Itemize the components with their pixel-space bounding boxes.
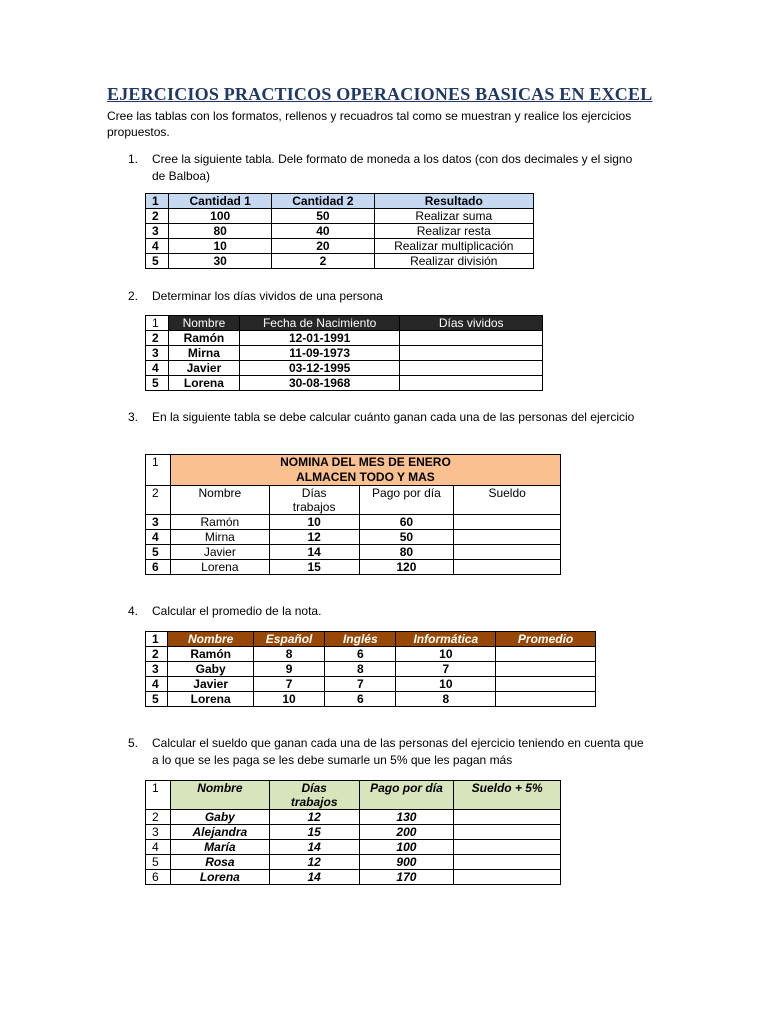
payroll-title-line-1: NOMINA DEL MES DE ENERO [280,455,451,469]
cell: 170 [359,870,454,885]
cell: 9 [253,662,324,677]
cell: 6 [325,647,396,662]
row-index: 3 [146,346,169,361]
cell: 900 [359,855,454,870]
payroll-title [170,455,560,486]
row-index: 4 [146,840,171,855]
cell: 130 [359,810,454,825]
cell: Lorena [170,870,269,885]
cell: Mirna [170,530,269,545]
cell [400,376,543,391]
cell: 7 [325,677,396,692]
cell: 40 [272,224,374,239]
cell: 80 [359,545,454,560]
cell: 120 [359,560,454,575]
table-row [146,346,543,361]
intro-text: Cree las tablas con los formatos, rellenos y recuadros tal como se muestran y realice los ejercicios propuestos. [107,109,632,139]
table-row [146,677,596,692]
column-header: Nombre [170,486,269,515]
row-index: 6 [146,870,171,885]
table-row [146,840,561,855]
cell: Javier [168,677,254,692]
row-index: 2 [146,810,171,825]
question-2 [128,288,648,305]
cell: Ramón [168,331,239,346]
table-row [146,254,534,269]
column-header [269,781,359,810]
cell: 100 [169,209,272,224]
cell: 7 [253,677,324,692]
cell: Gaby [170,810,269,825]
table-row [146,209,534,224]
cell: 12 [269,810,359,825]
question-number: 1. [128,152,139,166]
question-text: Calcular el promedio de la nota. [152,604,322,618]
table-row [146,224,534,239]
cell: 8 [325,662,396,677]
cell: 10 [253,692,324,707]
table-row [146,662,596,677]
cell: Realizar multiplicación [374,239,533,254]
column-header: Nombre [168,632,254,647]
column-header: Español [253,632,324,647]
cell: Javier [168,361,239,376]
cell: 12-01-1991 [239,331,400,346]
row-index: 1 [146,632,168,647]
cell: 10 [396,677,496,692]
cell: 15 [269,560,359,575]
table-row [146,647,596,662]
cell: 60 [359,515,454,530]
table-row [146,331,543,346]
row-index: 5 [146,545,171,560]
cell: 14 [269,840,359,855]
column-header: Promedio [496,632,596,647]
cell [454,855,561,870]
cell: Mirna [168,346,239,361]
column-header: Fecha de Nacimiento [239,316,400,331]
cell: Javier [170,545,269,560]
cell: 2 [272,254,374,269]
table-row [146,855,561,870]
table-row [146,810,561,825]
cell [496,647,596,662]
cell: 03-12-1995 [239,361,400,376]
cell [400,361,543,376]
row-index: 3 [146,515,171,530]
header-line: Días [301,781,327,795]
cell [454,825,561,840]
table-grades [145,631,596,707]
table-payroll [145,454,561,575]
cell: Ramón [170,515,269,530]
question-text: Determinar los días vividos de una persona [152,289,383,303]
table-row [146,361,543,376]
column-header: Nombre [170,781,269,810]
column-header: Informática [396,632,496,647]
column-header: Nombre [168,316,239,331]
table-salary-plus-5 [145,780,561,885]
table-row [146,239,534,254]
question-number: 2. [128,289,139,303]
document-title: EJERCICIOS PRACTICOS OPERACIONES BASICAS EN EXCEL [107,84,653,104]
question-5 [128,735,648,769]
cell: 100 [359,840,454,855]
cell: 6 [325,692,396,707]
row-index: 5 [146,376,169,391]
cell: 50 [272,209,374,224]
question-number: 5. [128,736,139,750]
cell: 8 [396,692,496,707]
cell: María [170,840,269,855]
cell [496,677,596,692]
row-index: 2 [146,486,171,515]
row-index: 5 [146,855,171,870]
row-index: 4 [146,239,169,254]
cell: 80 [169,224,272,239]
table-row [146,376,543,391]
row-index: 5 [146,692,168,707]
cell: 20 [272,239,374,254]
cell: 14 [269,545,359,560]
question-text: Calcular el sueldo que ganan cada una de las personas del ejercicio teniendo en cuenta que a lo que se les paga se les debe sumarle un 5% que les pagan más [152,736,644,767]
row-index: 3 [146,662,168,677]
column-header: Sueldo + 5% [454,781,561,810]
cell: 30-08-1968 [239,376,400,391]
cell: 10 [269,515,359,530]
question-text: En la siguiente tabla se debe calcular cuánto ganan cada una de las personas del ejercicio [152,410,635,424]
question-text: Cree la siguiente tabla. Dele formato de moneda a los datos (con dos decimales y el signo de Balboa) [152,152,633,183]
column-header: Pago por día [359,486,454,515]
cell [454,545,561,560]
table-row [146,560,561,575]
column-header: Resultado [374,194,533,209]
cell: Realizar resta [374,224,533,239]
cell: Lorena [170,560,269,575]
cell: 15 [269,825,359,840]
table-row [146,530,561,545]
cell: 11-09-1973 [239,346,400,361]
column-header: Días vividos [400,316,543,331]
cell: 8 [253,647,324,662]
cell: 10 [396,647,496,662]
cell: 10 [169,239,272,254]
row-index: 4 [146,530,171,545]
cell: 14 [269,870,359,885]
row-index: 6 [146,560,171,575]
cell [454,840,561,855]
column-header: Sueldo [454,486,561,515]
column-header [269,486,359,515]
cell: Lorena [168,692,254,707]
cell: 30 [169,254,272,269]
table-days-lived [145,315,543,391]
cell [400,346,543,361]
cell: 12 [269,530,359,545]
cell: Realizar división [374,254,533,269]
cell: 7 [396,662,496,677]
row-index: 4 [146,361,169,376]
payroll-title-line-2: ALMACEN TODO Y MAS [296,470,435,484]
table-sum-operations [145,193,534,269]
header-line: trabajos [290,795,338,809]
row-index: 1 [146,194,169,209]
cell: 12 [269,855,359,870]
row-index: 1 [146,316,169,331]
question-4 [128,603,648,620]
column-header: Cantidad 2 [272,194,374,209]
header-line: trabajos [292,500,336,514]
row-index: 4 [146,677,168,692]
column-header: Pago por día [359,781,454,810]
cell [454,530,561,545]
question-number: 3. [128,410,139,424]
table-row [146,515,561,530]
column-header: Cantidad 1 [169,194,272,209]
question-1 [128,151,648,185]
row-index: 2 [146,331,169,346]
table-row [146,825,561,840]
cell: Gaby [168,662,254,677]
table-row [146,692,596,707]
cell [454,810,561,825]
row-index: 1 [146,455,171,486]
cell: Realizar suma [374,209,533,224]
question-number: 4. [128,604,139,618]
cell [496,662,596,677]
row-index: 3 [146,825,171,840]
cell: Ramón [168,647,254,662]
header-line: Días [301,486,327,500]
cell: Lorena [168,376,239,391]
table-row [146,870,561,885]
cell: Rosa [170,855,269,870]
question-3 [128,409,648,426]
cell [454,870,561,885]
column-header: Inglés [325,632,396,647]
cell [454,515,561,530]
table-row [146,545,561,560]
row-index: 2 [146,209,169,224]
cell: Alejandra [170,825,269,840]
row-index: 2 [146,647,168,662]
row-index: 1 [146,781,171,810]
row-index: 5 [146,254,169,269]
cell [454,560,561,575]
cell [400,331,543,346]
row-index: 3 [146,224,169,239]
cell: 50 [359,530,454,545]
cell: 200 [359,825,454,840]
cell [496,692,596,707]
